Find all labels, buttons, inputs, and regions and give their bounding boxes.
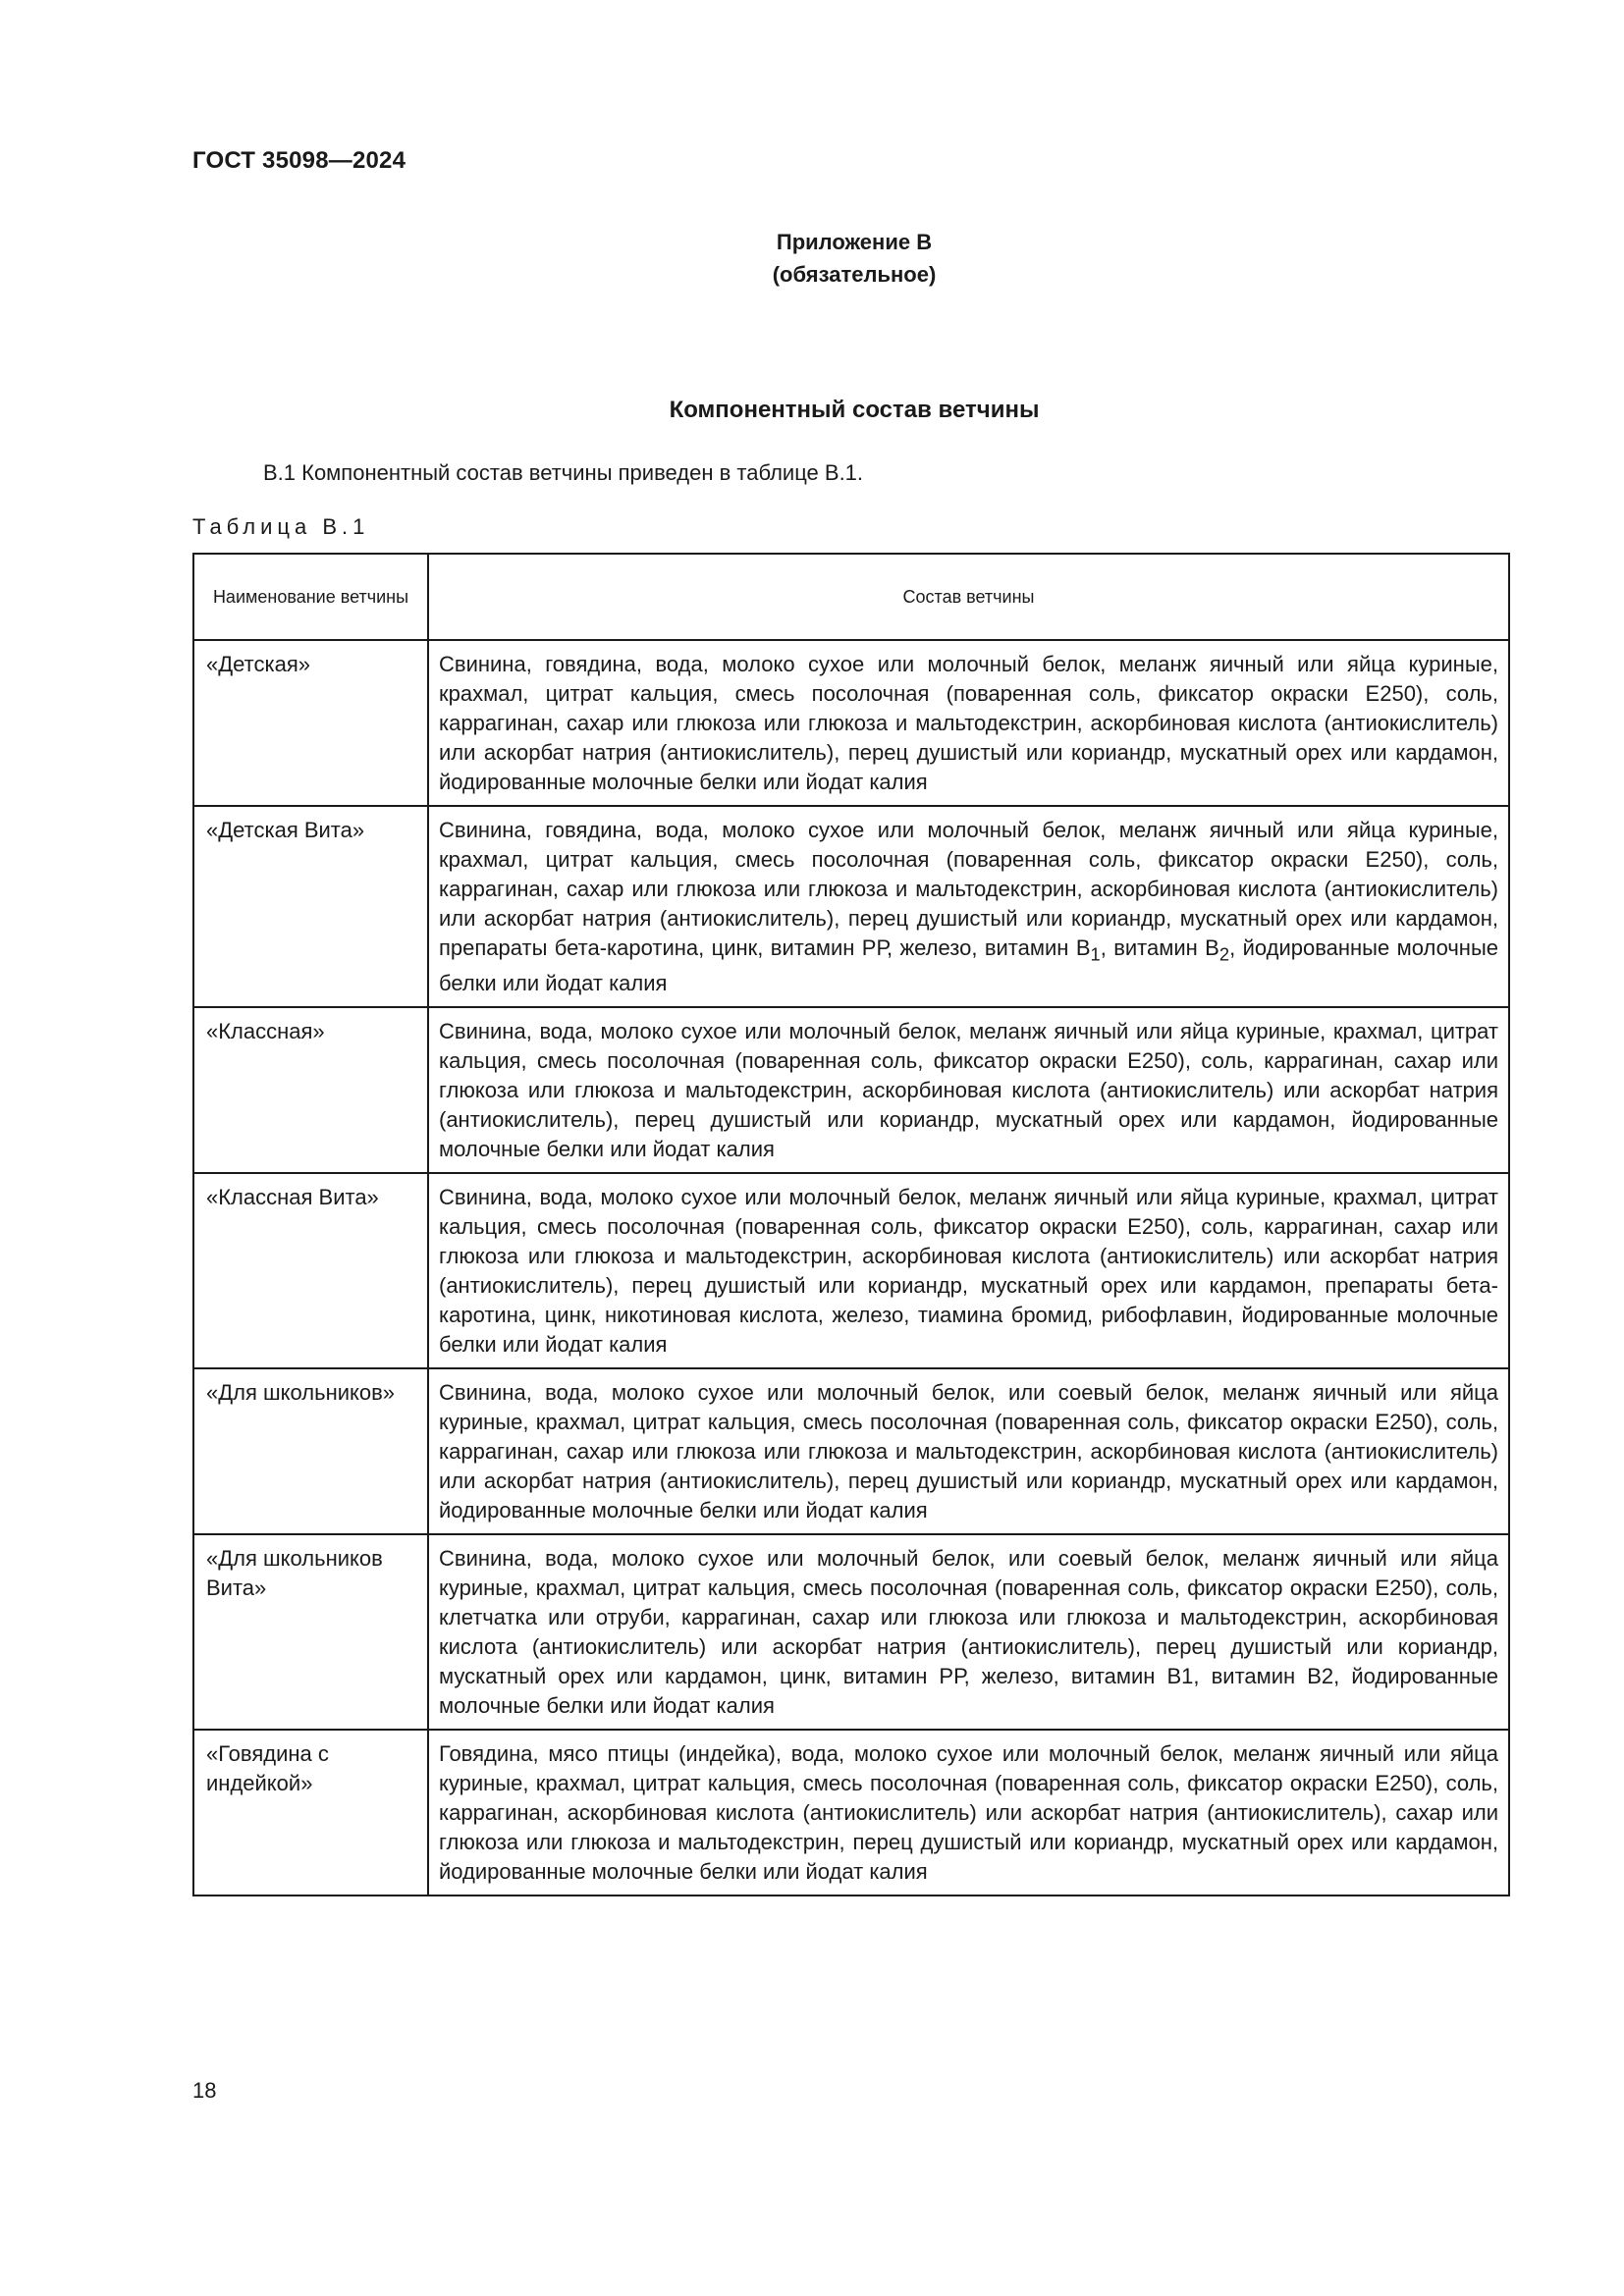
header-name: Наименование ветчины [193, 554, 428, 640]
composition-text: , йодированные молочные белки или йодат калия [439, 935, 1498, 996]
table-header-row [193, 554, 1509, 640]
subscript-2: 2 [1218, 943, 1230, 965]
ham-name: «Говядина с индейкой» [193, 1730, 428, 1896]
annex-heading [0, 226, 1624, 291]
annex-status: (обязательное) [772, 262, 937, 287]
table-row [193, 1730, 1509, 1896]
ham-name: «Для школьников» [193, 1368, 428, 1534]
ham-composition [428, 806, 1509, 1007]
ham-composition: Свинина, вода, молоко сухое или молочный белок, или соевый белок, меланж яичный или яйца куриные, крахмал, цитрат кальция, смесь посолочная (поваренная соль, фиксатор окраски Е250), соль, клетчатка или отруби, каррагинан, сахар или глюкоза или глюкоза и мальтодекстрин, аскорбиновая кислота (антиокислитель) или аскорбат натрия (антиокислитель), перец душистый или кориандр, мускатный орех или кардамон, цинк, витамин РР, железо, витамин В1, витамин В2, йодированные молочные белки или йодат калия [428, 1534, 1509, 1730]
table-row [193, 1007, 1509, 1173]
standard-designation: ГОСТ 35098—2024 [192, 147, 406, 174]
ham-composition: Свинина, вода, молоко сухое или молочный белок, или соевый белок, меланж яичный или яйца куриные, крахмал, цитрат кальция, смесь посолочная (поваренная соль, фиксатор окраски Е250), соль, каррагинан, сахар или глюкоза или глюкоза и мальтодекстрин, аскорбиновая кислота (антиокислитель) или аскорбат натрия (антиокислитель), перец душистый или кориандр, мускатный орех или кардамон, йодированные молочные белки или йодат калия [428, 1368, 1509, 1534]
header-composition: Состав ветчины [428, 554, 1509, 640]
composition-text: , витамин В [1100, 935, 1219, 960]
ham-name: «Детская Вита» [193, 806, 428, 1007]
ham-composition: Свинина, говядина, вода, молоко сухое или молочный белок, меланж яичный или яйца куриные, крахмал, цитрат кальция, смесь посолочная (поваренная соль, фиксатор окраски Е250), соль, каррагинан, сахар или глюкоза или глюкоза и мальтодекстрин, аскорбиновая кислота (антиокислитель) или аскорбат натрия (антиокислитель), перец душистый или кориандр, мускатный орех или кардамон, йодированные молочные белки или йодат калия [428, 640, 1509, 806]
ham-composition: Свинина, вода, молоко сухое или молочный белок, меланж яичный или яйца куриные, крахмал, цитрат кальция, смесь посолочная (поваренная соль, фиксатор окраски Е250), соль, каррагинан, сахар или глюкоза или глюкоза и мальтодекстрин, аскорбиновая кислота (антиокислитель) или аскорбат натрия (антиокислитель), перец душистый или кориандр, мускатный орех или кардамон, йодированные молочные белки или йодат калия [428, 1007, 1509, 1173]
ham-name: «Классная» [193, 1007, 428, 1173]
ham-composition: Свинина, вода, молоко сухое или молочный белок, меланж яичный или яйца куриные, крахмал, цитрат кальция, смесь посолочная (поваренная соль, фиксатор окраски Е250), соль, каррагинан, сахар или глюкоза или глюкоза и мальтодекстрин, аскорбиновая кислота (антиокислитель) или аскорбат натрия (антиокислитель), перец душистый или кориандр, мускатный орех или кардамон, препараты бета-каротина, цинк, никотиновая кислота, железо, тиамина бромид, рибофлавин, йодированные молочные белки или йодат калия [428, 1173, 1509, 1368]
section-title: Компонентный состав ветчины [669, 397, 1040, 423]
annex-title: Приложение В [776, 230, 933, 254]
composition-table [192, 553, 1510, 1896]
ham-name: «Классная Вита» [193, 1173, 428, 1368]
composition-text: Свинина, говядина, вода, молоко сухое или молочный белок, меланж яичный или яйца куриные, крахмал, цитрат кальция, смесь посолочная (поваренная соль, фиксатор окраски Е250), соль, каррагинан, сахар или глюкоза или глюкоза и мальтодекстрин, аскорбиновая кислота (антиокислитель) или аскорбат натрия (антиокислитель), перец душистый или кориандр, мускатный орех или кардамон, препараты бета-каротина, цинк, витамин РР, железо, витамин В [439, 818, 1498, 960]
table-row [193, 806, 1509, 1007]
intro-paragraph: В.1 Компонентный состав ветчины приведен в таблице В.1. [263, 460, 864, 485]
table-row [193, 1368, 1509, 1534]
table-row [193, 640, 1509, 806]
ham-name: «Детская» [193, 640, 428, 806]
table-row [193, 1173, 1509, 1368]
subscript-1: 1 [1090, 943, 1101, 965]
page-number: 18 [192, 2078, 217, 2103]
table-row [193, 1534, 1509, 1730]
table-label: Таблица В.1 [192, 514, 370, 539]
ham-composition: Говядина, мясо птицы (индейка), вода, молоко сухое или молочный белок, меланж яичный или яйца куриные, крахмал, цитрат кальция, смесь посолочная (поваренная соль, фиксатор окраски Е250), соль, каррагинан, аскорбиновая кислота (антиокислитель) или аскорбат натрия (антиокислитель), сахар или глюкоза или глюкоза и мальтодекстрин, перец душистый или кориандр, мускатный орех или кардамон, йодированные молочные белки или йодат калия [428, 1730, 1509, 1896]
ham-name: «Для школьников Вита» [193, 1534, 428, 1730]
